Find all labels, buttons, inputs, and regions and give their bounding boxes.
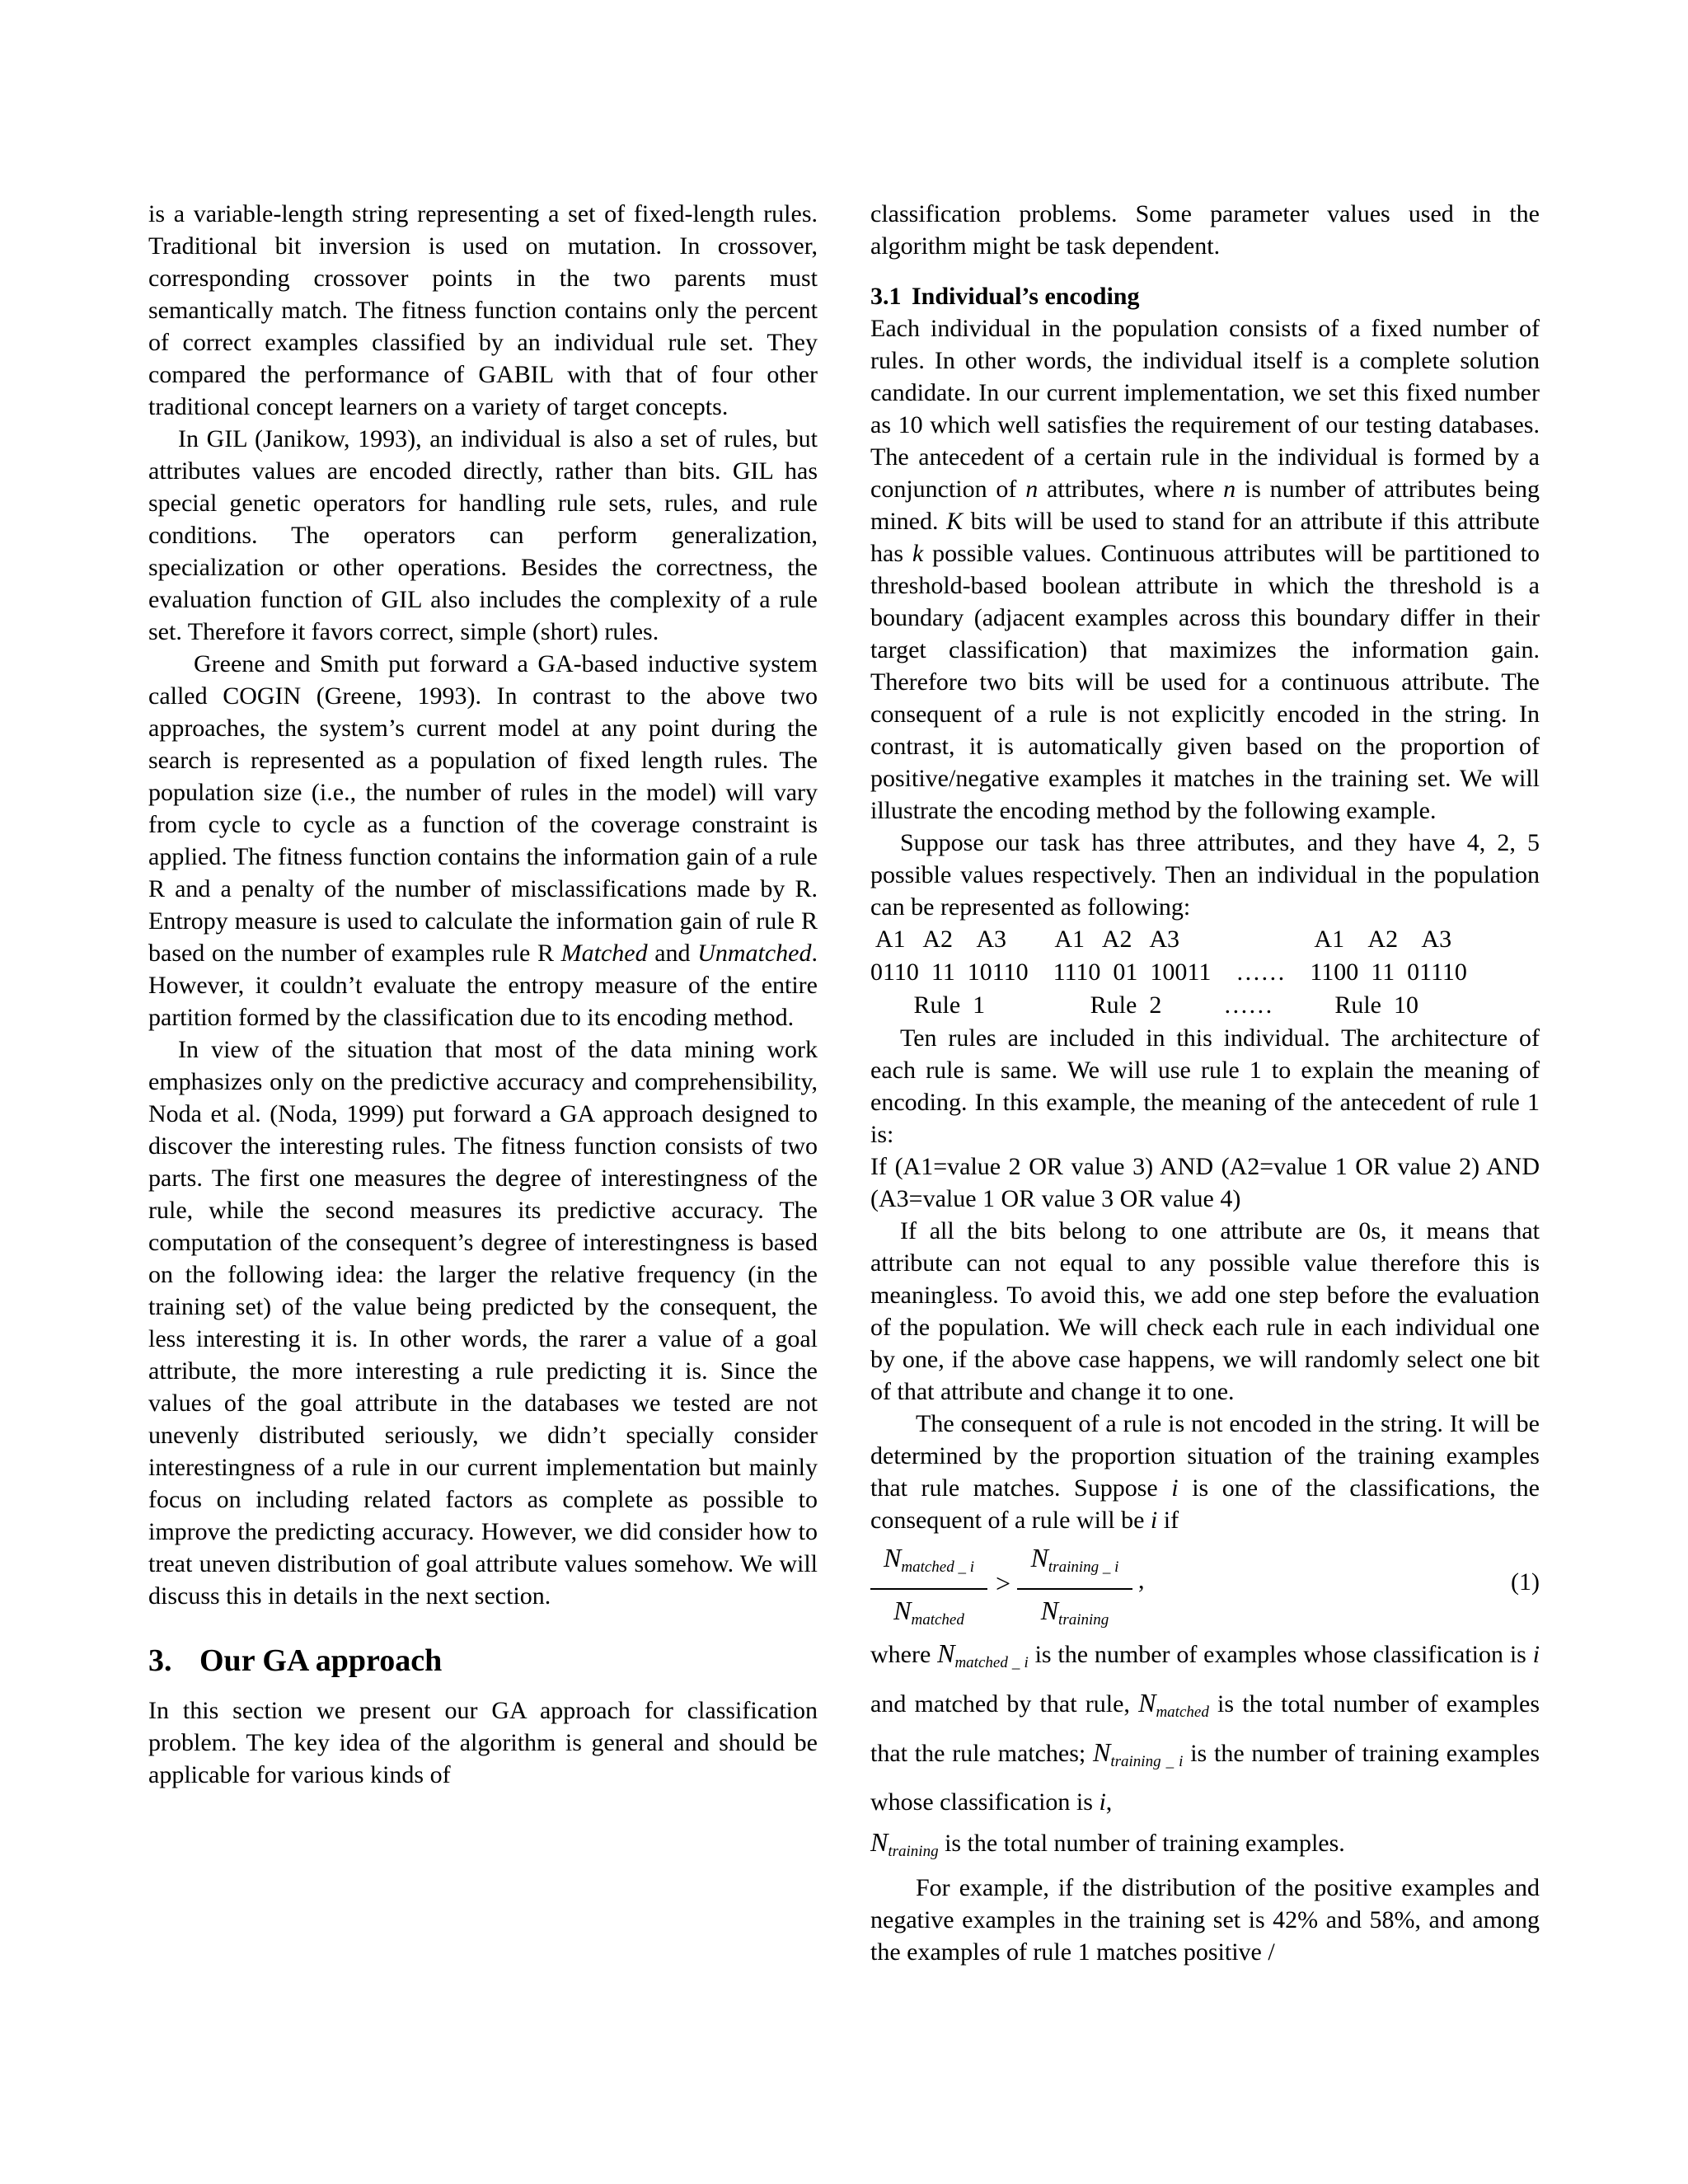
subscript-matched: matched — [911, 1611, 964, 1629]
term-matched: Matched — [560, 940, 648, 967]
subscript-training: training — [1058, 1611, 1109, 1629]
symbol-n-matched — [1138, 1688, 1209, 1721]
symbol-N: N — [884, 1543, 902, 1572]
encoding-bits-row: 0110 11 10110 1110 01 10011 …… 1100 11 01110 — [870, 958, 1467, 986]
paragraph-gil: In GIL (Janikow, 1993), an individual is also a set of rules, but attributes values are encoded directly, rather than bits. GIL has special genetic operators for handling rule sets, rules, and rule conditions. The operators can perform generalization, specialization or other operations. Besides the correctness, the evaluation function of GIL also includes the complexity of a rule set. Therefore it favors correct, simple (short) rules. — [148, 425, 818, 645]
paragraph-where — [870, 1633, 1540, 1872]
paragraph-consequent — [870, 1408, 1540, 1536]
paragraph-rule-meaning: If (A1=value 2 OR value 3) AND (A2=value 1 OR value 2) AND (A3=value 1 OR value 3 OR value 4) — [870, 1153, 1540, 1212]
subscript-matched: matched — [1156, 1704, 1209, 1721]
encoding-text-d: bits will be used to stand for an attribute if this attribute has — [870, 508, 1540, 567]
cogin-text-b: . However, it couldn’t evaluate the entropy measure of the entire partition formed by the classification due to its encoding method. — [148, 940, 818, 1031]
subsection-number: 3.1 — [870, 283, 902, 310]
fraction-bar — [870, 1588, 987, 1590]
var-i: i — [1532, 1641, 1540, 1668]
cogin-and: and — [647, 940, 698, 967]
encoding-example — [870, 923, 1540, 1022]
subscript-training-i: training _ i — [1110, 1753, 1184, 1770]
var-k: k — [912, 540, 924, 567]
fraction-right — [1017, 1540, 1132, 1638]
encoding-text-a: Each individual in the population consists of a fixed number of rules. In other words, the individual itself is a complete solution candidate. In our current implementation, we set this fixed number as 10 which well satisfies the requirement of our testing databases. The antecedent of a certain rule in the individual is formed by a conjunction of — [870, 315, 1540, 503]
where-text-d: is the number of training examples whose classification is — [870, 1740, 1540, 1816]
var-i: i — [1171, 1474, 1179, 1502]
symbol-n-training — [870, 1827, 939, 1860]
subscript-matched-i: matched _ i — [901, 1558, 974, 1576]
symbol-N: N — [1138, 1688, 1156, 1718]
symbol-n-training-i — [1093, 1737, 1184, 1770]
paragraph-cogin — [148, 648, 818, 1033]
equation-comma: , — [1138, 1567, 1145, 1594]
where-text-f: is the total number of training examples. — [938, 1830, 1345, 1857]
symbol-N: N — [893, 1596, 912, 1625]
encoding-rule-row: Rule 1 Rule 2 …… Rule 10 — [870, 991, 1418, 1019]
symbol-N: N — [870, 1827, 889, 1857]
section-heading — [148, 1642, 818, 1680]
where-text-b: and matched by that rule, — [870, 1690, 1139, 1718]
left-column — [148, 198, 818, 1791]
paragraph-zero-bits: If all the bits belong to one attribute are 0s, it means that attribute can not equal to any possible value therefore this is meaningless. To avoid this, we add one step before the evaluation of the population. We will check each rule in each individual one by one, if the above case happens, we will randomly select one bit of that attribute and change it to one. — [870, 1217, 1540, 1405]
paragraph-section-intro: In this section we present our GA approach for classification problem. The key idea of the algorithm is general and should be applicable for various kinds of — [148, 1697, 818, 1788]
numerator-left — [870, 1540, 987, 1586]
paragraph-noda: In view of the situation that most of the data mining work emphasizes only on the predictive accuracy and comprehensibility, Noda et al. (Noda, 1999) put forward a GA approach designed to discover the interesting rules. The fitness function consists of two parts. The first one measures the degree of interestingness of the rule, while the second measures its predictive accuracy. The computation of the consequent’s degree of interestingness is based on the following idea: the larger the relative frequency (in the training set) of the value being predicted by the consequent, the less interesting it is. In other words, the rarer a value of a goal attribute, the more interesting a rule predicting it is. Since the values of the goal attribute in the databases we tested are not unevenly distributed seriously, we didn’t specially consider interestingness of a rule in our current implementation but mainly focus on including related factors as complete as possible to improve the predicting accuracy. However, we did consider how to treat uneven distribution of goal attribute values somehow. We will discuss this in details in the next section. — [148, 1036, 818, 1610]
section-number: 3. — [148, 1643, 172, 1678]
encoding-text-c: is number of attributes being mined. — [870, 476, 1540, 535]
greater-than-sign: > — [996, 1568, 1011, 1598]
paragraph-example: Suppose our task has three attributes, and they have 4, 2, 5 possible values respectively. Then an individual in the population can be represented as following: — [870, 829, 1540, 921]
equation-1 — [870, 1540, 1540, 1629]
fraction-left — [870, 1540, 987, 1638]
encoding-attr-row: A1 A2 A3 A1 A2 A3 A1 A2 A3 — [870, 926, 1452, 953]
where-text-c: is the total number of examples that the rule matches; — [870, 1690, 1540, 1767]
var-i: i — [1099, 1788, 1106, 1816]
cogin-text-a: Greene and Smith put forward a GA-based inductive system called COGIN (Greene, 1993). In contrast to the above two approaches, the system’s current model at any point during the search is represented as a population of fixed length rules. The population size (i.e., the number of rules in the model) will vary from cycle to cycle as a function of the coverage constraint is applied. The fitness function contains the information gain of a rule R and a penalty of the number of misclassifications made by R. Entropy measure is used to calculate the information gain of rule R based on the number of examples rule R — [148, 650, 818, 967]
symbol-N: N — [1093, 1737, 1111, 1767]
var-K: K — [946, 508, 964, 535]
subscript-matched-i: matched _ i — [954, 1654, 1029, 1671]
subsection-heading — [870, 280, 1540, 312]
right-column — [870, 198, 1540, 1968]
paragraph-continued: classification problems. Some parameter values used in the algorithm might be task dependent. — [870, 200, 1540, 260]
symbol-n-matched-i — [937, 1638, 1029, 1671]
subscript-training-i: training _ i — [1048, 1558, 1119, 1576]
where-text-e: , — [1105, 1788, 1113, 1816]
denominator-right — [1017, 1592, 1132, 1638]
term-unmatched: Unmatched — [697, 940, 812, 967]
encoding-text-b: attributes, where — [1038, 476, 1224, 503]
symbol-N: N — [937, 1638, 955, 1668]
symbol-N: N — [1040, 1596, 1059, 1625]
subscript-training: training — [888, 1843, 939, 1860]
paragraph-gabil: is a variable-length string representing a set of fixed-length rules. Traditional bit inversion is used on mutation. In crossover, corresponding crossover points in the two parents must semantically match. The fitness function contains only the percent of correct examples classified by an individual rule set. They compared the performance of GABIL with that of four other traditional concept learners on a variety of target concepts. — [148, 200, 818, 420]
var-i: i — [1150, 1507, 1158, 1534]
paragraph-architecture: Ten rules are included in this individual. The architecture of each rule is same. We will use rule 1 to explain the meaning of encoding. In this example, the meaning of the antecedent of rule 1 is: — [870, 1024, 1540, 1148]
section-title: Our GA approach — [199, 1643, 443, 1678]
var-n: n — [1025, 476, 1039, 503]
subsection-title: Individual’s encoding — [912, 283, 1140, 310]
paragraph-for-example: For example, if the distribution of the positive examples and negative examples in the training set is 42% and 58%, and among the examples of rule 1 matches positive / — [870, 1874, 1540, 1966]
denominator-left — [870, 1592, 987, 1638]
consequent-text-a: The consequent of a rule is not encoded in the string. It will be determined by the proportion situation of the training examples that rule matches. Suppose — [870, 1410, 1540, 1502]
paragraph-encoding — [870, 312, 1540, 827]
var-n: n — [1223, 476, 1236, 503]
encoding-text-e: possible values. Continuous attributes will be partitioned to threshold-based boolean attribute in which the threshold is a boundary (adjacent examples across this boundary differ in their target classification) that maximizes the information gain. Therefore two bits will be used for a continuous attribute. The consequent of a rule is not explicitly encoded in the string. In contrast, it is automatically given based on the proportion of positive/negative examples it matches in the training set. We will illustrate the encoding method by the following example. — [870, 540, 1540, 824]
where-text-a: is the number of examples whose classification is — [1028, 1641, 1533, 1668]
symbol-N: N — [1030, 1543, 1048, 1572]
equation-number: (1) — [1511, 1568, 1540, 1596]
consequent-text-b: is one of the classifications, the consequent of a rule will be — [870, 1474, 1540, 1534]
fraction-bar — [1017, 1588, 1132, 1590]
numerator-right — [1017, 1540, 1132, 1586]
consequent-text-c: if — [1157, 1507, 1179, 1534]
where-text: where — [870, 1641, 938, 1668]
